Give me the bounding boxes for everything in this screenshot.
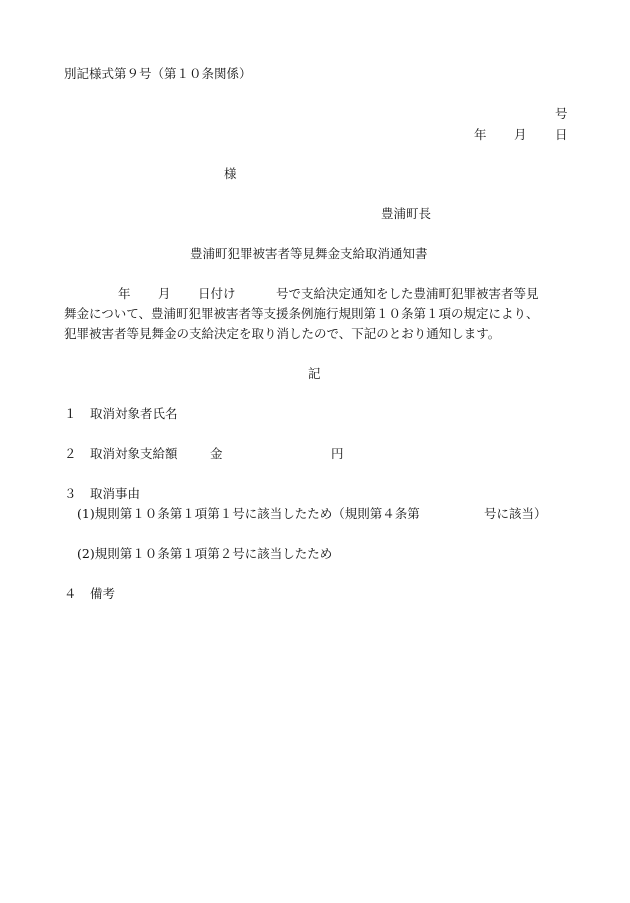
item-number: １ — [64, 406, 77, 421]
date-day-label: 日 — [555, 127, 568, 142]
body-line1-text: 号で支給決定通知をした豊浦町犯罪被害者等見 — [276, 286, 539, 301]
body-date-suffix: 日付け — [198, 286, 236, 301]
item-number: ２ — [64, 446, 77, 461]
reason-2-text: (2)規則第１０条第１項第２号に該当したため — [77, 546, 333, 561]
body-year-label: 年 — [118, 286, 131, 301]
form-label: 別記様式第９号（第１０条関係） — [64, 66, 252, 81]
item-label: 取消対象者氏名 — [90, 406, 178, 421]
item-number: ３ — [64, 486, 77, 501]
amount-kin-label: 金 — [210, 446, 223, 461]
reason-1-suffix: 号に該当） — [484, 506, 547, 521]
ki-heading: 記 — [308, 366, 321, 381]
item-label: 備考 — [90, 586, 116, 601]
date-year-label: 年 — [474, 127, 487, 142]
document-number-label: 号 — [555, 106, 568, 121]
body-line3: 犯罪被害者等見舞金の支給決定を取り消したので、下記のとおり通知します。 — [64, 326, 501, 341]
body-month-label: 月 — [158, 286, 171, 301]
item-label: 取消事由 — [90, 486, 141, 501]
date-month-label: 月 — [514, 127, 527, 142]
document-title: 豊浦町犯罪被害者等見舞金支給取消通知書 — [190, 246, 428, 261]
reason-1-text: (1)規則第１０条第１項第１号に該当したため（規則第４条第 — [77, 506, 420, 521]
item-label: 取消対象支給額 — [90, 446, 178, 461]
addressee-honorific: 様 — [224, 166, 237, 181]
amount-yen-label: 円 — [331, 446, 344, 461]
sender-name: 豊浦町長 — [381, 206, 432, 221]
body-line2: 舞金について、豊浦町犯罪被害者等支援条例施行規則第１０条第１項の規定により、 — [64, 306, 539, 321]
item-number: ４ — [64, 586, 77, 601]
